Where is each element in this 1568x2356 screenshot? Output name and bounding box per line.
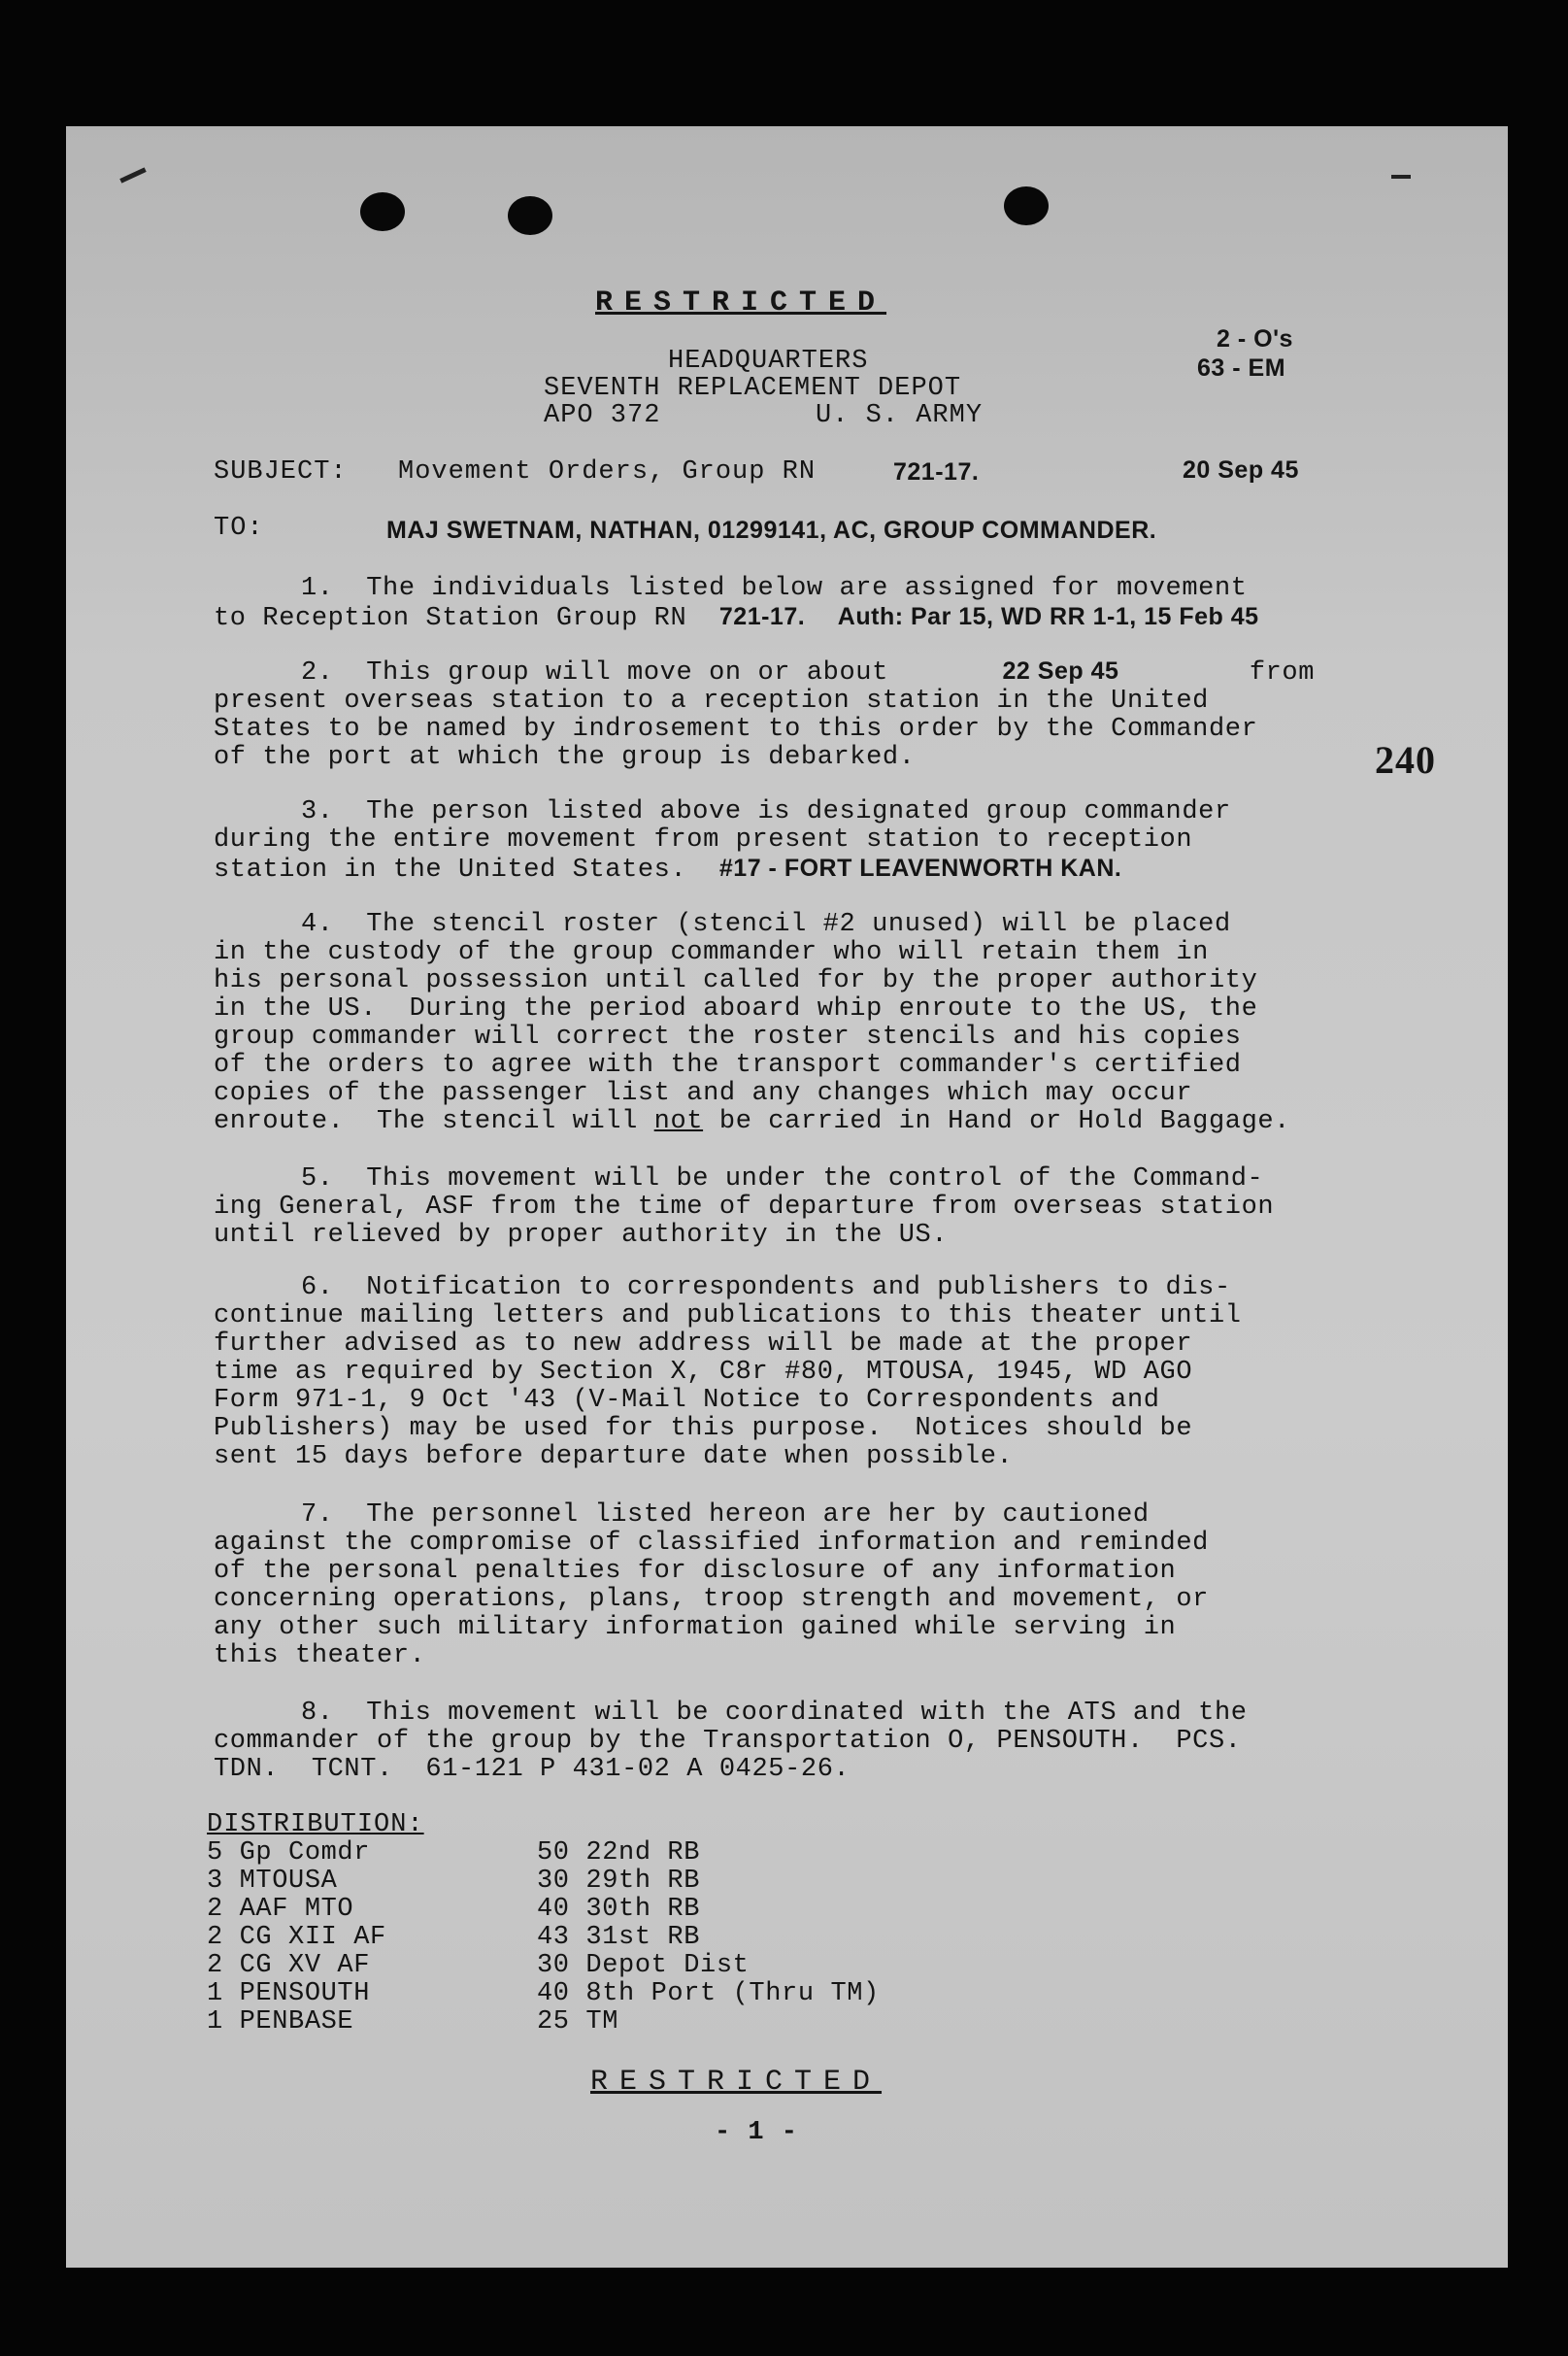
enlisted-count: 63 - EM xyxy=(1197,354,1286,382)
staple-mark xyxy=(119,167,146,183)
classification-bottom: RESTRICTED xyxy=(590,2066,883,2099)
distribution-row: 3 MTOUSA xyxy=(207,1867,338,1896)
paragraph-line: station in the United States. #17 - FORT LEAVENWORTH KAN. xyxy=(214,855,1122,885)
distribution-row: 2 AAF MTO xyxy=(207,1895,354,1924)
paragraph-line: of the personal penalties for disclosure of any information xyxy=(214,1557,1177,1586)
distribution-row: 2 CG XII AF xyxy=(207,1923,386,1952)
apo-number: APO 372 xyxy=(544,401,661,430)
page-number: - 1 - xyxy=(715,2118,799,2147)
document-sheet xyxy=(66,126,1508,2268)
distribution-label: DISTRIBUTION: xyxy=(207,1810,424,1839)
paragraph-line: of the orders to agree with the transport commander's certified xyxy=(214,1051,1242,1080)
page-stamp: 240 xyxy=(1375,738,1436,782)
paragraph-line: 5. This movement will be under the control of the Command- xyxy=(301,1164,1264,1194)
unit-headquarters: HEADQUARTERS xyxy=(668,347,869,376)
paragraph-line: group commander will correct the roster stencils and his copies xyxy=(214,1023,1242,1052)
paragraph-line: 8. This movement will be coordinated with the ATS and the xyxy=(301,1699,1248,1728)
paragraph-3 xyxy=(214,798,1231,885)
paragraph-line: States to be named by indrosement to this order by the Commander xyxy=(214,715,1258,744)
paragraph-8 xyxy=(214,1700,1248,1784)
order-date: 20 Sep 45 xyxy=(1183,456,1299,484)
paragraph-line: his personal possession until called for by the proper authority xyxy=(214,966,1258,995)
paragraph-line: 3. The person listed above is designated group commander xyxy=(301,797,1231,826)
paragraph-line: commander of the group by the Transportation O, PENSOUTH. PCS. xyxy=(214,1727,1242,1756)
distribution-row: 30 29th RB xyxy=(537,1867,701,1896)
paragraph-line: 4. The stencil roster (stencil #2 unused) will be placed xyxy=(301,910,1231,939)
paragraph-4 xyxy=(214,911,1290,1136)
paragraph-line: Form 971-1, 9 Oct '43 (V-Mail Notice to Correspondents and xyxy=(214,1386,1160,1415)
distribution-row: 43 31st RB xyxy=(537,1923,701,1952)
distribution-row: 30 Depot Dist xyxy=(537,1951,750,1980)
paragraph-line: TDN. TCNT. 61-121 P 431-02 A 0425-26. xyxy=(214,1755,851,1784)
subject-group-number: 721-17. xyxy=(893,458,980,486)
punch-hole xyxy=(360,192,405,231)
paragraph-line: this theater. xyxy=(214,1641,426,1670)
distribution-row: 2 CG XV AF xyxy=(207,1951,371,1980)
paragraph-line: in the custody of the group commander who will retain them in xyxy=(214,938,1209,967)
paragraph-line: 7. The personnel listed hereon are her by cautioned xyxy=(301,1500,1150,1530)
paragraph-line: during the entire movement from present station to reception xyxy=(214,825,1193,855)
officer-count: 2 - O's xyxy=(1217,325,1293,353)
paragraph-line: Publishers) may be used for this purpose. Notices should be xyxy=(214,1414,1193,1443)
paragraph-line: against the compromise of classified information and reminded xyxy=(214,1529,1209,1558)
paragraph-line: time as required by Section X, C8r #80, MTOUSA, 1945, WD AGO xyxy=(214,1358,1193,1387)
distribution-row: 40 8th Port (Thru TM) xyxy=(537,1979,880,2008)
distribution-row: 40 30th RB xyxy=(537,1895,701,1924)
paragraph-line: until relieved by proper authority in the US. xyxy=(214,1221,949,1250)
paragraph-line: copies of the passenger list and any changes which may occur xyxy=(214,1079,1193,1108)
paragraph-6 xyxy=(214,1274,1242,1471)
paragraph-line: 2. This group will move on or about 22 Sep 45 from xyxy=(301,657,1316,688)
paragraph-line: 6. Notification to correspondents and publishers to dis- xyxy=(301,1273,1231,1302)
paragraph-line: ing General, ASF from the time of departure from overseas station xyxy=(214,1193,1275,1222)
army-label: U. S. ARMY xyxy=(816,401,984,430)
paragraph-line: present overseas station to a reception station in the United xyxy=(214,687,1209,716)
to-label: TO: xyxy=(214,514,264,543)
distribution-row: 1 PENSOUTH xyxy=(207,1979,371,2008)
distribution-row: 25 TM xyxy=(537,2007,619,2036)
paragraph-1 xyxy=(214,575,1259,633)
distribution-row: 5 Gp Comdr xyxy=(207,1838,371,1868)
distribution-right-column xyxy=(537,1839,880,2036)
paragraph-line: to Reception Station Group RN 721-17. Auth: Par 15, WD RR 1-1, 15 Feb 45 xyxy=(214,603,1259,633)
paragraph-line: in the US. During the period aboard whip enroute to the US, the xyxy=(214,994,1258,1024)
paragraph-line: of the port at which the group is debarked. xyxy=(214,743,916,772)
paragraph-line: continue mailing letters and publications to this theater until xyxy=(214,1301,1242,1330)
subject-label: SUBJECT: xyxy=(214,457,348,487)
paragraph-line: enroute. The stencil will not be carried in Hand or Hold Baggage. xyxy=(214,1107,1290,1136)
paragraph-line: 1. The individuals listed below are assigned for movement xyxy=(301,574,1248,603)
paragraph-2 xyxy=(214,657,1315,772)
group-commander: MAJ SWETNAM, NATHAN, 01299141, AC, GROUP COMMANDER. xyxy=(386,517,1157,544)
punch-hole xyxy=(1004,186,1049,225)
distribution-row: 1 PENBASE xyxy=(207,2007,354,2036)
paragraph-line: further advised as to new address will be made at the proper xyxy=(214,1329,1193,1359)
paragraph-7 xyxy=(214,1501,1209,1670)
staple-mark xyxy=(1391,175,1411,179)
subject-text: Movement Orders, Group RN xyxy=(398,457,817,487)
paragraph-5 xyxy=(214,1165,1274,1250)
punch-hole xyxy=(508,196,552,235)
paragraph-line: any other such military information gained while serving in xyxy=(214,1613,1177,1642)
paragraph-line: sent 15 days before departure date when possible. xyxy=(214,1442,1014,1471)
distribution-left-column xyxy=(207,1839,386,2036)
distribution-row: 50 22nd RB xyxy=(537,1838,701,1868)
paragraph-line: concerning operations, plans, troop strength and movement, or xyxy=(214,1585,1209,1614)
classification-top: RESTRICTED xyxy=(595,286,887,320)
unit-depot: SEVENTH REPLACEMENT DEPOT xyxy=(544,374,962,403)
